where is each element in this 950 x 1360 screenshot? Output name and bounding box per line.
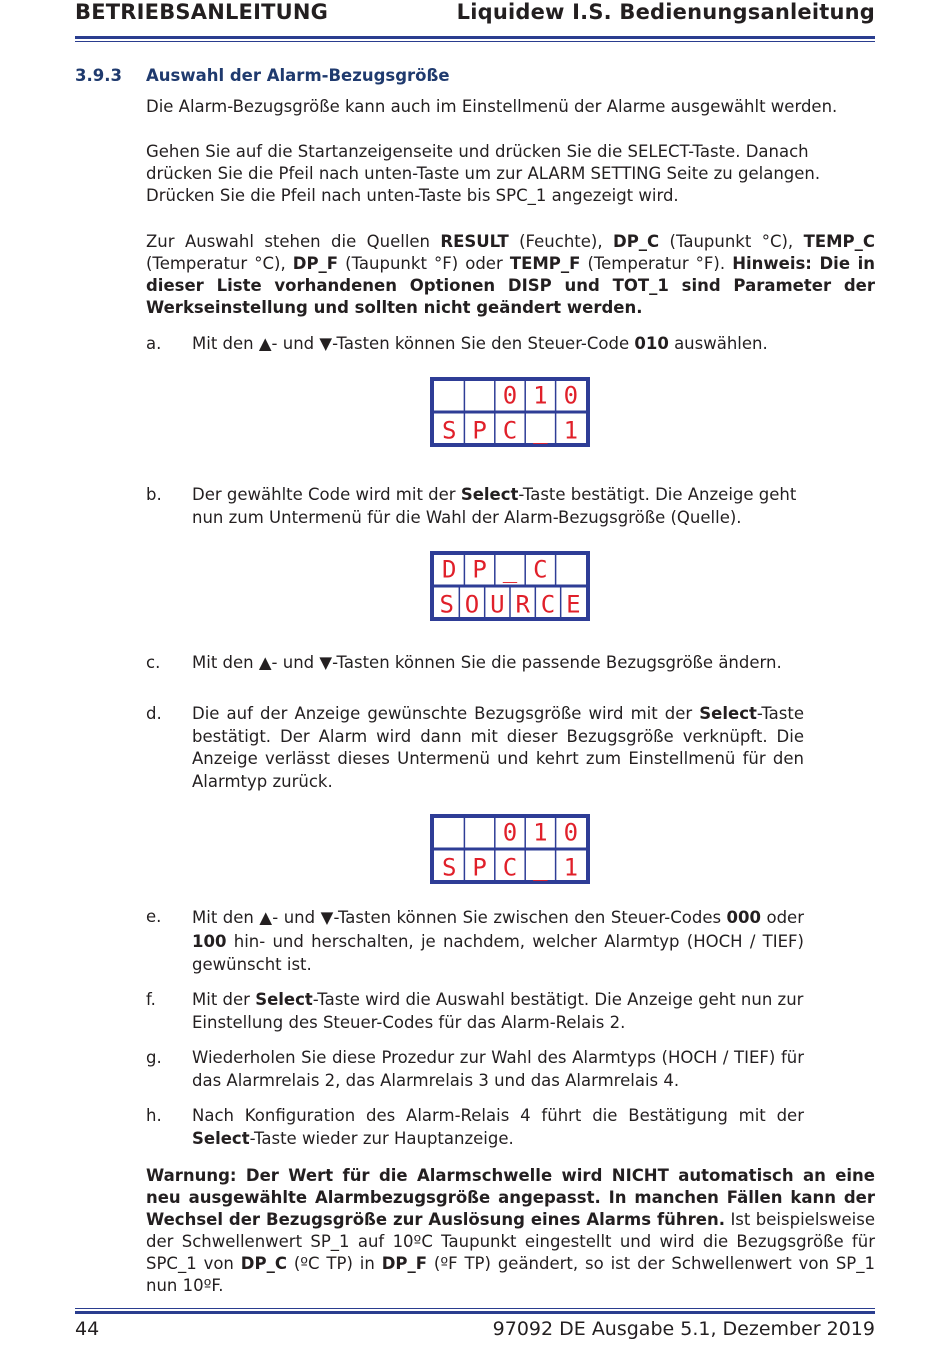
display-segment-char: S [439,590,454,619]
list-label: h. [146,1106,162,1125]
list-label: e. [146,907,162,926]
list-label: a. [146,334,162,353]
section-title: Auswahl der Alarm-Bezugsgröße [146,66,450,85]
display-segment-char: S [441,416,457,445]
warning-paragraph: Warnung: Der Wert für die Alarmschwelle wird NICHT automatisch an eine neu ausgewählte Alarmbezugsgröße angepasst. In manchen Fällen kann der Wechsel der Bezugsgröße zur Auslösung eines Alarms führen. Ist beispielsweise der Schwellenwert SP_1 auf 10ºC Taupunkt eingestellt und wird die Bezugsgröße für SPC_1 von DP_C (ºC TP) in DP_F (ºF TP) geändert, so ist der Schwellenwert von SP_1 nun 10ºF. [146,1166,875,1295]
list-label: d. [146,704,162,723]
lcd-display-code-010-return [430,814,590,884]
list-text: Mit den ▲- und ▼-Tasten können Sie die passende Bezugsgröße ändern. [192,653,782,672]
page-number: 44 [75,1318,100,1340]
warning-bold: Warnung: Der Wert für die Alarmschwelle wird NICHT automatisch an eine neu ausgewählte Alarmbezugsgröße angepasst. In manchen Fällen kann der Wechsel der Bezugsgröße zur Auslösung eines Alarms führen. [146,1166,875,1229]
list-label: f. [146,990,156,1009]
list-text: Mit den ▲- und ▼-Tasten können Sie zwischen den Steuer-Codes 000 oder 100 hin- und herschalten, je nachdem, welcher Alarmtyp (HOCH / TIEF) gewünscht ist. [192,908,804,974]
display-segment-char: 0 [563,381,579,410]
section-heading [75,66,450,85]
display-segment-char: C [533,555,548,584]
display-segment-char: 1 [563,416,579,445]
lcd-display-code-010 [430,377,590,447]
display-segment-char: C [502,853,518,882]
display-segment-char: 0 [502,818,518,847]
display-segment-char: U [490,590,505,619]
header-rule-thick [75,36,875,39]
footer-rule-thin [75,1308,875,1309]
display-segment-char: _ [533,853,548,882]
list-text: Die auf der Anzeige gewünschte Bezugsgröße wird mit der Select-Taste bestätigt. Der Alarm wird dann mit dieser Bezugsgröße verknüpft. Die Anzeige verlässt dieses Untermenü und kehrt zum Einstellmenü für den Alarmtyp zurück. [192,704,804,791]
list-label: g. [146,1048,162,1067]
edition-info: 97092 DE Ausgabe 5.1, Dezember 2019 [492,1318,875,1340]
display-segment-char: R [515,590,530,619]
display-segment-char: C [502,416,518,445]
list-text: Der gewählte Code wird mit der Select-Taste bestätigt. Die Anzeige geht nun zum Untermenü für die Wahl der Alarm-Bezugsgröße (Quelle). [192,485,797,527]
display-segment-char: S [441,853,457,882]
list-text: Mit der Select-Taste wird die Auswahl bestätigt. Die Anzeige geht nun zur Einstellung des Steuer-Codes für das Alarm-Relais 2. [192,990,804,1032]
header-right-title: Liquidew I.S. Bedienungsanleitung [456,0,875,24]
lcd-display-source [430,551,590,621]
display-segment-char: 0 [563,818,579,847]
display-segment-char: _ [502,555,518,584]
display-segment-char: 0 [502,381,518,410]
footer-rule-thick [75,1311,875,1314]
list-label: b. [146,485,162,504]
display-segment-char: 1 [563,853,579,882]
display-segment-char: 1 [533,818,548,847]
display-segment-char: 1 [533,381,548,410]
display-segment-char: E [566,590,581,619]
header-rule-thin [75,41,875,42]
display-segment-char: D [441,555,457,584]
list-text: Mit den ▲- und ▼-Tasten können Sie den Steuer-Code 010 auswählen. [192,334,768,353]
page-header [75,0,875,40]
paragraph-sources: Zur Auswahl stehen die Quellen RESULT (Feuchte), DP_C (Taupunkt °C), TEMP_C (Temperatur °C), DP_F (Taupunkt °F) oder TEMP_F (Temperatur °F). Hinweis: Die in dieser Liste vorhandenen Optionen DISP und TOT_1 sind Parameter der Werkseinstellung und sollten nicht geändert werden. [146,232,875,317]
display-segment-char: P [472,853,487,882]
list-text: Wiederholen Sie diese Prozedur zur Wahl des Alarmtyps (HOCH / TIEF) für das Alarmrelais 2, das Alarmrelais 3 und das Alarmrelais 4. [192,1048,804,1090]
list-text: Nach Konfiguration des Alarm-Relais 4 führt die Bestätigung mit der Select-Taste wieder zur Hauptanzeige. [192,1106,804,1148]
display-segment-char: O [464,590,480,619]
display-segment-char: C [540,590,556,619]
paragraph-navigation: Gehen Sie auf die Startanzeigenseite und drücken Sie die SELECT-Taste. Danach drücken Sie die Pfeil nach unten-Taste um zur ALARM SETTING Seite zu gelangen. Drücken Sie die Pfeil nach unten-Taste bis SPC_1 angezeigt wird. [146,142,821,205]
header-left-title: BETRIEBSANLEITUNG [75,0,329,24]
note-text: Hinweis: Die in dieser Liste vorhandenen Optionen DISP und TOT_1 sind Parameter der Werkseinstellung und sollten nicht geändert werden. [146,254,875,317]
display-segment-char: _ [533,416,548,445]
paragraph-intro: Die Alarm-Bezugsgröße kann auch im Einstellmenü der Alarme ausgewählt werden. [146,97,838,116]
display-segment-char: P [472,555,487,584]
section-number: 3.9.3 [75,66,122,85]
display-segment-char: P [472,416,487,445]
list-label: c. [146,653,161,672]
